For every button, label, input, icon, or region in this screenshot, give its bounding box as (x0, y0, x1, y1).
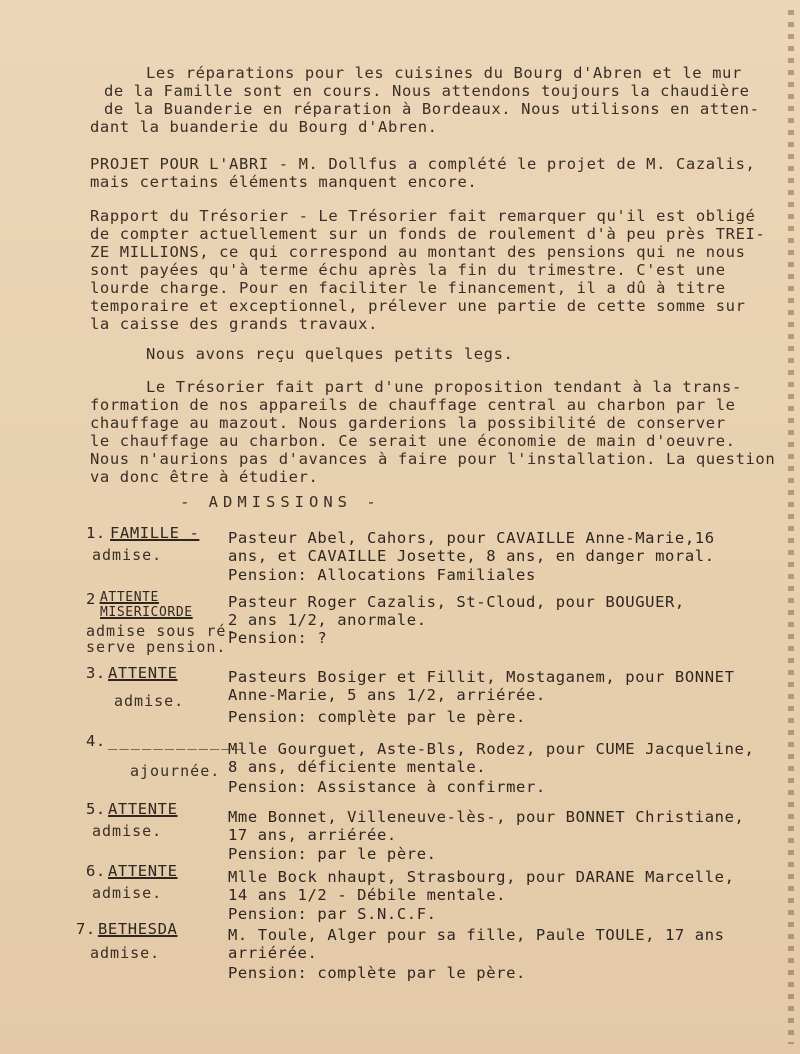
entry-line: M. Toule, Alger pour sa fille, Paule TOULE, 17 ans (228, 926, 725, 944)
entry-status: admise. (92, 822, 163, 840)
entry-line: 8 ans, déficiente mentale. (228, 758, 487, 776)
entry-line: 2 ans 1/2, anormale. (228, 611, 427, 629)
entry-number: 4. (86, 732, 106, 750)
entry-status: admise sous ré- (86, 622, 237, 640)
entry-category: ____________ (108, 732, 244, 750)
entry-category: BETHESDA (98, 920, 178, 938)
entry-line: Pension: par le père. (228, 845, 437, 863)
text-line: Nous n'aurions pas d'avances à faire pour l'installation. La question (90, 450, 776, 468)
text-line: sont payées qu'à terme échu après la fin du trimestre. C'est une (90, 261, 726, 279)
text-line: lourde charge. Pour en faciliter le financement, il a dû à titre (90, 279, 726, 297)
entry-line: Pension: Assistance à confirmer. (228, 778, 546, 796)
entry-line: Mlle Bock nhaupt, Strasbourg, pour DARANE Marcelle, (228, 868, 735, 886)
section-heading: - ADMISSIONS - (180, 493, 381, 511)
entry-line: Pension: par S.N.C.F. (228, 905, 437, 923)
text-line: ZE MILLIONS, ce qui correspond au montant des pensions qui ne nous (90, 243, 746, 261)
entry-line: Pension: ? (228, 629, 328, 647)
text-line: formation de nos appareils de chauffage central au charbon par le (90, 396, 736, 414)
text-line: va donc être à étudier. (90, 468, 319, 486)
perforation-edge (788, 10, 794, 1044)
entry-category: ATTENTE (108, 664, 178, 682)
text-line: dant la buanderie du Bourg d'Abren. (90, 118, 438, 136)
entry-line: Pasteur Abel, Cahors, pour CAVAILLE Anne-Marie,16 (228, 529, 715, 547)
entry-line: Pension: Allocations Familiales (228, 566, 536, 584)
entry-number: 1. (86, 524, 106, 542)
text-line: mais certains éléments manquent encore. (90, 173, 478, 191)
entry-line: Pasteur Roger Cazalis, St-Cloud, pour BOUGUER, (228, 593, 685, 611)
entry-number: 3. (86, 664, 106, 682)
entry-line: Anne-Marie, 5 ans 1/2, arriérée. (228, 686, 546, 704)
text-line: le chauffage au charbon. Ce serait une économie de main d'oeuvre. (90, 432, 736, 450)
entry-category: ATTENTE (108, 800, 178, 818)
entry-number: 7. (76, 920, 96, 938)
entry-line: Pension: complète par le père. (228, 708, 526, 726)
entry-status: admise. (114, 692, 185, 710)
text-line: chauffage au mazout. Nous garderions la possibilité de conserver (90, 414, 726, 432)
entry-line: 14 ans 1/2 - Débile mentale. (228, 886, 507, 904)
text-line: de la Buanderie en réparation à Bordeaux. Nous utilisons en atten- (104, 100, 760, 118)
entry-category: ATTENTE MISERICORDE (100, 590, 193, 620)
entry-line: 17 ans, arriérée. (228, 826, 397, 844)
text-line: de la Famille sont en cours. Nous attendons toujours la chaudière (104, 82, 750, 100)
entry-number: 5. (86, 800, 106, 818)
text-line: PROJET POUR L'ABRI - M. Dollfus a complété le projet de M. Cazalis, (90, 155, 756, 173)
entry-number: 2. (86, 590, 106, 608)
text-line: de compter actuellement sur un fonds de roulement d'à peu près TREI- (90, 225, 766, 243)
entry-line: Mme Bonnet, Villeneuve-lès-, pour BONNET Christiane, (228, 808, 745, 826)
entry-status: admise. (90, 944, 161, 962)
text-line: Le Trésorier fait part d'une proposition tendant à la trans- (146, 378, 742, 396)
entry-status: serve pension. (86, 638, 227, 656)
entry-status: admise. (92, 546, 163, 564)
entry-status: ajournée. (130, 762, 221, 780)
entry-status: admise. (92, 884, 163, 902)
entry-line: Mlle Gourguet, Aste-Bls, Rodez, pour CUME Jacqueline, (228, 740, 755, 758)
text-line: Nous avons reçu quelques petits legs. (146, 345, 514, 363)
entry-line: ans, et CAVAILLE Josette, 8 ans, en danger moral. (228, 547, 715, 565)
entry-category: FAMILLE - (110, 524, 200, 542)
text-line: Les réparations pour les cuisines du Bourg d'Abren et le mur (146, 64, 742, 82)
entry-line: arriérée. (228, 944, 318, 962)
entry-category: ATTENTE (108, 862, 178, 880)
text-line: Rapport du Trésorier - Le Trésorier fait remarquer qu'il est obligé (90, 207, 756, 225)
text-line: la caisse des grands travaux. (90, 315, 379, 333)
entry-line: Pasteurs Bosiger et Fillit, Mostaganem, pour BONNET (228, 668, 735, 686)
entry-number: 6. (86, 862, 106, 880)
entry-line: Pension: complète par le père. (228, 964, 526, 982)
text-line: temporaire et exceptionnel, prélever une partie de cette somme sur (90, 297, 746, 315)
